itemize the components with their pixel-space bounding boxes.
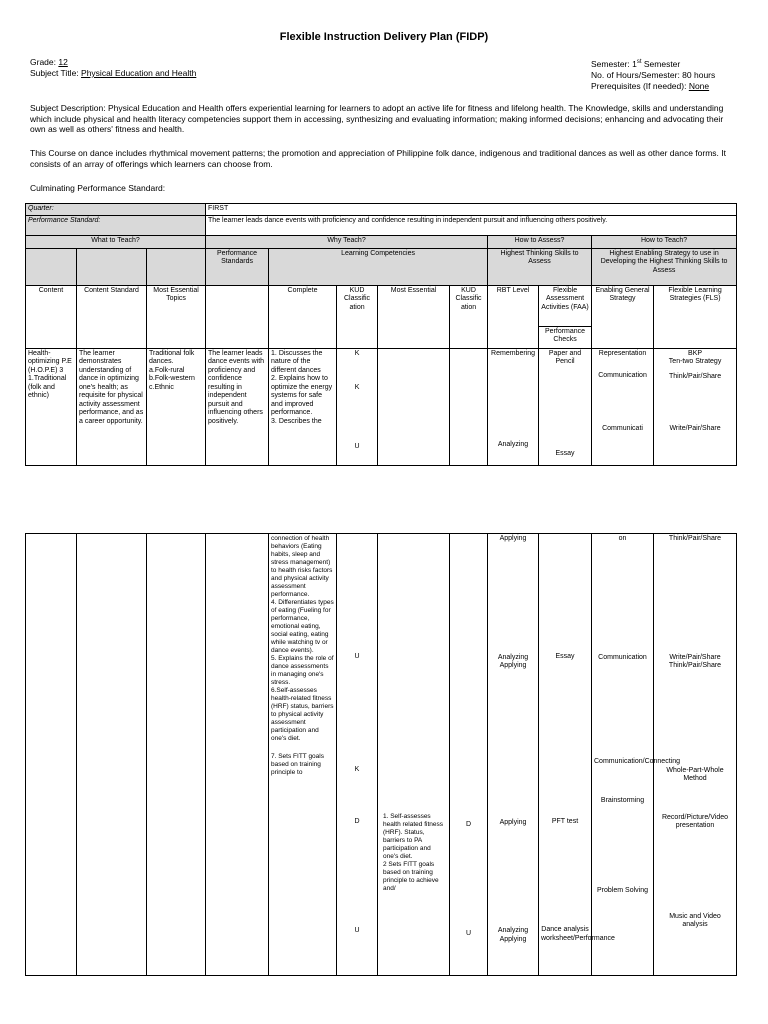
faa-cell [539, 348, 592, 465]
egs-cell-cont [592, 534, 680, 976]
rbt-4a: Analyzing [497, 653, 529, 661]
competency-3-cont: connection of health behaviors (Eating habits, sleep and stress management) to health risks factors and physical activity assessment performance. [271, 535, 333, 598]
blank-cell [147, 248, 206, 285]
kud-7: U [354, 926, 360, 934]
prereq-line [591, 81, 715, 92]
subject-description: Subject Description: Physical Education and Health offers experiential learning for learners to adopt an active life for fitness and lifelong health. The Knowledge, skills and understanding which include physical and health literacy competencies support them in accessing, synthesizing and evaluating information; making informed decisions; enhancing and advocating their own as well as others' fitness and health. [30, 103, 724, 134]
rbt-4b: Applying [499, 662, 527, 669]
faa-header: Flexible Assessment Activities (FAA) [539, 285, 592, 326]
blank-cell [26, 248, 77, 285]
most-essential-header: Most Essential [378, 285, 450, 348]
content-standard-cell: The learner demonstrates understanding of dance in optimizing one's health; as requisite for physical activity assessment performance, and as a career opportunity. [77, 348, 147, 465]
hours-line: No. of Hours/Semester: 80 hours [591, 69, 716, 80]
faa-1: Paper and Pencil [548, 349, 582, 365]
faa-2: Essay [555, 449, 575, 457]
learning-competencies-header: Learning Competencies [269, 248, 488, 285]
kud-cell-cont [337, 534, 378, 976]
competency-2: 2. Explains how to optimize the energy systems for safe and improved performance. [271, 375, 333, 416]
subject-value: Physical Education and Health [81, 68, 197, 78]
rbt-6: Applying [499, 818, 527, 826]
culminating-standard: Culminating Performance Standard: [30, 183, 166, 193]
fls-7: Music and Video analysis [669, 912, 721, 928]
faa-7: Dance analysis worksheet/Performance [541, 926, 615, 942]
fidp-table-1 [25, 203, 737, 466]
semester-label: Semester: 1 [591, 58, 637, 69]
content-standard-header: Content Standard [77, 285, 147, 348]
right-header [591, 57, 715, 92]
most-essential-topics-header: Most Essential Topics [147, 285, 206, 348]
fls-cell [654, 348, 737, 465]
kud2-7: U [465, 929, 472, 937]
semester-line [591, 57, 715, 70]
faa-6: PFT test [551, 817, 579, 825]
kud-cell-2-cont [450, 534, 488, 976]
kud-5: K [354, 765, 360, 773]
topic-b: b.Folk-western [149, 375, 195, 382]
performance-standard-cell: The learner leads dance events with proficiency and confidence resulting in independent pursuit and influencing others positively. [206, 348, 269, 465]
quarter-value: FIRST [206, 204, 737, 216]
competency-4: 4. Differentiates types of eating (Fueling for performance, emotional eating, social eating, eating while watching tv or dance events). [271, 599, 334, 654]
rbt-7a: Analyzing [497, 927, 529, 934]
topic-c: c.Ethnic [149, 383, 174, 391]
kud-classification-header: KUD Classific ation [337, 285, 378, 348]
topics-cell-cont [147, 534, 206, 976]
prereq-value: None [688, 80, 710, 91]
faa-4: Essay [555, 653, 575, 660]
most-essential-cell-cont [378, 534, 450, 976]
how-to-teach-header: How to Teach? [592, 235, 737, 248]
egs-cell [592, 348, 654, 465]
most-essential-cell [378, 348, 450, 465]
fls-3: Write/Pair/Share [669, 425, 721, 432]
rbt-top: Applying [499, 535, 527, 542]
what-to-teach-header: What to Teach? [26, 235, 206, 248]
egs-1: Representation [598, 349, 647, 357]
enabling-general-strategy-header: Enabling General Strategy [592, 285, 654, 348]
page-title: Flexible Instruction Delivery Plan (FIDP) [279, 31, 489, 43]
performance-checks-header: Performance Checks [539, 326, 592, 348]
prereq-label: Prerequisites (If needed): [591, 80, 689, 91]
performance-standard-label: Performance Standard: [26, 215, 206, 235]
grade-label: Grade: [30, 57, 59, 67]
kud-4: U [354, 653, 360, 660]
kud-cell-2 [450, 348, 488, 465]
fls-2: Think/Pair/Share [668, 372, 722, 380]
kud-k2: K [354, 384, 360, 391]
performance-standards-header: Performance Standards [206, 248, 269, 285]
topics-main: Traditional folk dances. [149, 349, 195, 365]
kud-cell [337, 348, 378, 465]
topic-a: a.Folk-rural [149, 366, 185, 374]
most-essential-1: 1. Self-assesses health related fitness (HRF). Status, barriers to PA participation and one's diet. [383, 813, 443, 860]
competency-5: 5. Explains the role of dance assessments in managing one's stress. [271, 655, 334, 686]
competency-6: 6.Self-assesses health-related fitness (HRF) status, barriers to physical activity assessment participation and one's diet. [271, 687, 334, 742]
semester-rest: Semester [641, 58, 681, 69]
kud-6: D [354, 818, 360, 825]
left-header [30, 57, 196, 79]
kud-k1: K [354, 349, 360, 357]
competency-7: 7. Sets FITT goals based on training principle to [271, 753, 324, 776]
grade-value: 12 [58, 57, 68, 67]
competency-1: 1. Discusses the nature of the different dances [271, 349, 323, 374]
egs-7: Problem Solving [597, 887, 648, 894]
egs-5: Communication/Connecting [594, 758, 680, 765]
semester-sup: st [636, 59, 642, 65]
competencies-cell [269, 348, 337, 465]
subject-label: Subject Title: [30, 68, 82, 78]
content-header: Content [26, 285, 77, 348]
content-standard-cell-cont [77, 534, 147, 976]
rbt-cell-cont [488, 534, 539, 976]
fls-5: Whole-Part-Whole Method [666, 766, 724, 782]
content-cell: Health-optimizing P.E (H.O.P.E) 3 1.Traditional (folk and ethnic) [26, 348, 77, 465]
performance-standard-value: The learner leads dance events with proficiency and confidence resulting in independent pursuit and influencing others positively. [206, 215, 737, 235]
highest-thinking-header: Highest Thinking Skills to Assess [488, 248, 592, 285]
grade-line [30, 57, 196, 68]
complete-header: Complete [269, 285, 337, 348]
rbt-1: Remembering [491, 349, 536, 357]
blank-cell [77, 248, 147, 285]
fls-4a: Write/Pair/Share [669, 653, 721, 661]
competencies-cell-cont [269, 534, 337, 976]
kud-classification-header-2: KUD Classific ation [450, 285, 488, 348]
faa-cell-cont [539, 534, 615, 976]
highest-enabling-header: Highest Enabling Strategy to use in Developing the Highest Thinking Skills to Assess [592, 248, 737, 285]
blank-cell [206, 285, 269, 348]
egs-2: Communication [598, 372, 647, 379]
competency-3: 3. Describes the [271, 417, 322, 425]
most-essential-2: 2 Sets FITT goals based on training principle to achieve and/ [383, 861, 439, 892]
quarter-label: Quarter: [26, 204, 206, 216]
kud-u: U [354, 442, 360, 450]
fls-6: Record/Picture/Video presentation [661, 813, 729, 829]
flexible-learning-strategies-header: Flexible Learning Strategies (FLS) [654, 285, 737, 348]
content-cell-cont [26, 534, 77, 976]
performance-standard-cell-cont [206, 534, 269, 976]
fls-1: BKP [688, 349, 703, 357]
kud2-6: D [465, 821, 472, 828]
fls-top: Think/Pair/Share [668, 535, 722, 542]
topics-cell [147, 348, 206, 465]
rbt-level-header: RBT Level [488, 285, 539, 348]
egs-4: Communication [598, 653, 647, 661]
rbt-cell [488, 348, 539, 465]
subject-line [30, 68, 196, 79]
egs-6: Brainstorming [600, 796, 645, 804]
fls-1b: Ten-two Strategy [668, 358, 722, 365]
fls-cell-cont [654, 534, 737, 976]
why-teach-header: Why Teach? [206, 235, 488, 248]
egs-top: on [618, 535, 627, 542]
egs-3: Communicati [602, 424, 643, 432]
course-description: This Course on dance includes rhythmical movement patterns; the promotion and appreciation of Philippine folk dance, indigenous and traditional dances as well as other dance forms. It consists of an array of offerings which learners can choose from. [30, 148, 726, 169]
how-to-assess-header: How to Assess? [488, 235, 592, 248]
fls-4b: Think/Pair/Share [668, 662, 722, 669]
rbt-7b: Applying [499, 935, 527, 943]
fidp-table-2 [25, 533, 737, 976]
rbt-2: Analyzing [497, 441, 529, 448]
